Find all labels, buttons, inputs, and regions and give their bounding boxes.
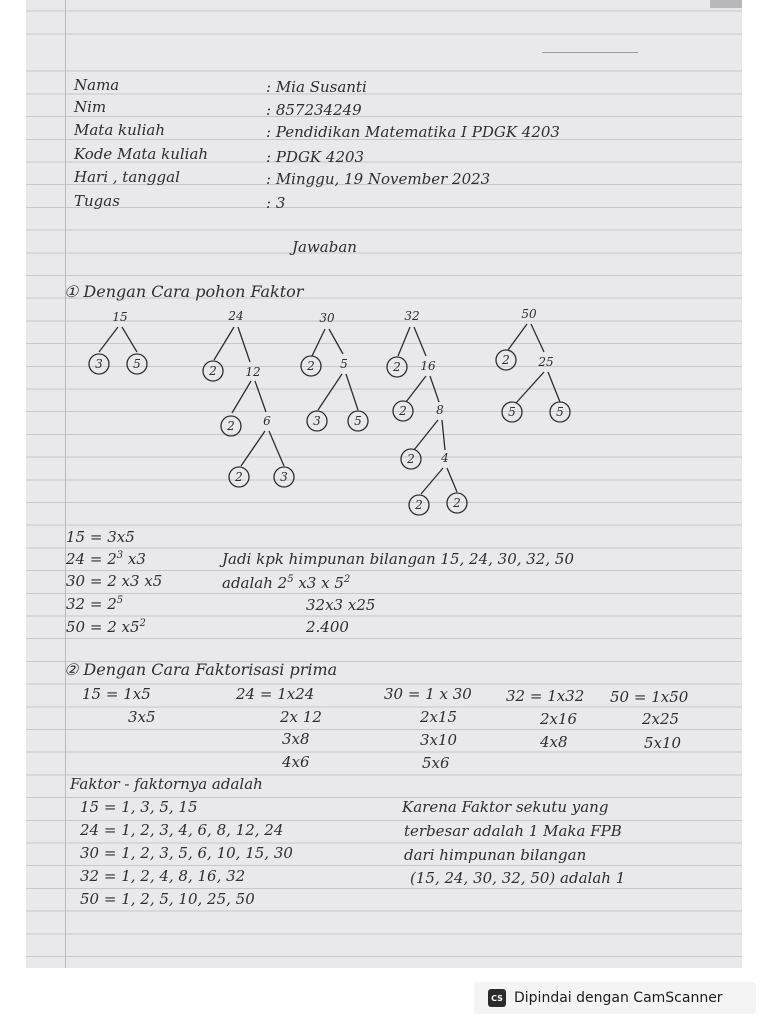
camscanner-label: Dipindai dengan CamScanner — [514, 990, 723, 1006]
tree-branch — [214, 327, 234, 360]
tree-branch — [508, 324, 527, 350]
tree-branch — [329, 329, 343, 354]
factor-tree-50 — [496, 307, 570, 422]
tree32-a: 2 — [393, 360, 401, 374]
kpk-conclusion-line1: Jadi kpk himpunan bilangan 15, 24, 30, 32, 50 — [222, 550, 575, 568]
tree15-leaf-2: 5 — [133, 357, 141, 371]
tree-branch — [531, 324, 544, 352]
tree-branch — [447, 468, 457, 492]
kpk-conclusion-line2: adalah $2^5$ x3 x $5^2$ — [222, 574, 351, 592]
label-hari-tanggal: Hari , tanggal — [74, 168, 180, 186]
tree24-c: 2 — [227, 419, 235, 433]
tree-branch — [232, 381, 251, 413]
tree-branch — [516, 372, 544, 403]
tree32-b: 16 — [420, 359, 436, 373]
value-kode-mata-kuliah: : PDGK 4203 — [266, 148, 365, 166]
tree-branch — [238, 327, 250, 362]
value-hari-tanggal: : Minggu, 19 November 2023 — [266, 170, 491, 188]
section1-heading: ① Dengan Cara pohon Faktor — [64, 282, 304, 301]
factorization-24: $24 = 2^3$ x3 — [66, 550, 146, 568]
pairs-30-row4: 5x6 — [422, 754, 450, 772]
label-mata-kuliah: Mata kuliah — [74, 121, 165, 139]
tree15-root: 15 — [112, 310, 128, 324]
factors-15: 15 = 1, 3, 5, 15 — [80, 798, 198, 816]
fpb-note-line1: Karena Faktor sekutu yang — [402, 798, 609, 816]
fpb-note-line3: dari himpunan bilangan — [404, 846, 587, 864]
tree24-a: 2 — [209, 364, 217, 378]
tree32-c: 2 — [399, 404, 407, 418]
value-tugas: : 3 — [266, 194, 286, 212]
fpb-note-line2: terbesar adalah 1 Maka FPB — [404, 822, 622, 840]
tree-branch — [442, 420, 445, 450]
tree30-c: 3 — [313, 414, 321, 428]
tree-branch — [346, 374, 358, 410]
label-nim: Nim — [74, 98, 107, 116]
pairs-24-row2: 2x 12 — [280, 708, 322, 726]
tree30-b: 5 — [340, 357, 348, 371]
pairs-50-row1: 50 = 1x50 — [610, 688, 689, 706]
tree-branch — [269, 431, 284, 466]
tree50-a: 2 — [502, 353, 510, 367]
tree24-root: 24 — [228, 309, 244, 323]
kpk-conclusion-line3: 32x3 x25 — [306, 596, 376, 614]
value-mata-kuliah: : Pendidikan Matematika I PDGK 4203 — [266, 123, 560, 141]
tree32-root: 32 — [404, 309, 420, 323]
factors-heading: Faktor - faktornya adalah — [70, 775, 263, 793]
tree-branch — [99, 327, 118, 352]
tree24-d: 6 — [263, 414, 271, 428]
kpk-conclusion-line4: 2.400 — [306, 618, 349, 636]
pairs-32-row1: 32 = 1x32 — [506, 687, 585, 705]
camscanner-footer — [474, 982, 756, 1014]
tree32-e: 2 — [407, 452, 415, 466]
pairs-50-row2: 2x25 — [642, 710, 680, 728]
pairs-24-row3: 3x8 — [282, 730, 310, 748]
tree-branch — [414, 420, 438, 450]
tree30-d: 5 — [354, 414, 362, 428]
tree-branch — [255, 381, 266, 412]
camscanner-logo-icon: CS — [488, 989, 506, 1007]
factors-32: 32 = 1, 2, 4, 8, 16, 32 — [80, 867, 246, 885]
tree32-d: 8 — [436, 403, 444, 417]
value-nim: : 857234249 — [266, 101, 362, 119]
factor-tree-15 — [89, 310, 147, 374]
section2-heading: ② Dengan Cara Faktorisasi prima — [64, 660, 338, 679]
label-tugas: Tugas — [74, 192, 120, 210]
tree-branch — [122, 327, 137, 352]
tree24-b: 12 — [245, 365, 261, 379]
factors-50: 50 = 1, 2, 5, 10, 25, 50 — [80, 890, 255, 908]
factorization-32: $32 = 2^5$ — [66, 595, 124, 613]
tree50-c: 5 — [508, 405, 516, 419]
factor-tree-24 — [203, 309, 294, 487]
answer-title: Jawaban — [292, 238, 357, 256]
pairs-15-row2: 3x5 — [128, 708, 156, 726]
factorization-50: 50 = 2 $x5^2$ — [66, 618, 146, 636]
tree-branch — [406, 376, 426, 402]
tree-branch — [398, 327, 410, 356]
tree50-b: 25 — [538, 355, 554, 369]
tree-branch — [241, 431, 265, 466]
tree24-e: 2 — [235, 470, 243, 484]
factor-tree-30 — [301, 311, 368, 431]
tree32-h: 2 — [453, 496, 461, 510]
pairs-32-row2: 2x16 — [540, 710, 578, 728]
factor-tree-32 — [387, 309, 467, 515]
pairs-24-row4: 4x6 — [282, 753, 310, 771]
label-nama: Nama — [74, 76, 120, 94]
tree30-a: 2 — [307, 359, 315, 373]
fpb-note-line4: (15, 24, 30, 32, 50) adalah 1 — [410, 869, 626, 887]
tree-branch — [430, 376, 439, 402]
tree-branch — [548, 372, 560, 402]
tree32-f: 4 — [441, 451, 449, 465]
tree-branch — [318, 374, 342, 410]
factorization-30: 30 = 2 x3 x5 — [66, 572, 163, 590]
pairs-32-row3: 4x8 — [540, 733, 568, 751]
pairs-24-row1: 24 = 1x24 — [236, 685, 315, 703]
value-nama: : Mia Susanti — [266, 78, 367, 96]
tree-branch — [421, 468, 443, 494]
tree32-g: 2 — [415, 498, 423, 512]
factors-24: 24 = 1, 2, 3, 4, 6, 8, 12, 24 — [80, 821, 284, 839]
pairs-30-row2: 2x15 — [420, 708, 458, 726]
factors-30: 30 = 1, 2, 3, 5, 6, 10, 15, 30 — [80, 844, 293, 862]
tree50-d: 5 — [556, 405, 564, 419]
tree24-f: 3 — [280, 470, 288, 484]
pairs-30-row1: 30 = 1 x 30 — [384, 685, 472, 703]
tree30-root: 30 — [319, 311, 335, 325]
tree50-root: 50 — [521, 307, 537, 321]
pairs-15-row1: 15 = 1x5 — [82, 685, 151, 703]
tree-branch — [414, 327, 426, 356]
pairs-50-row3: 5x10 — [644, 734, 682, 752]
label-kode-mata-kuliah: Kode Mata kuliah — [74, 145, 209, 163]
factorization-15: 15 = 3x5 — [66, 528, 135, 546]
tree15-leaf-1: 3 — [95, 357, 103, 371]
tree-branch — [312, 329, 325, 356]
pairs-30-row3: 3x10 — [420, 731, 458, 749]
